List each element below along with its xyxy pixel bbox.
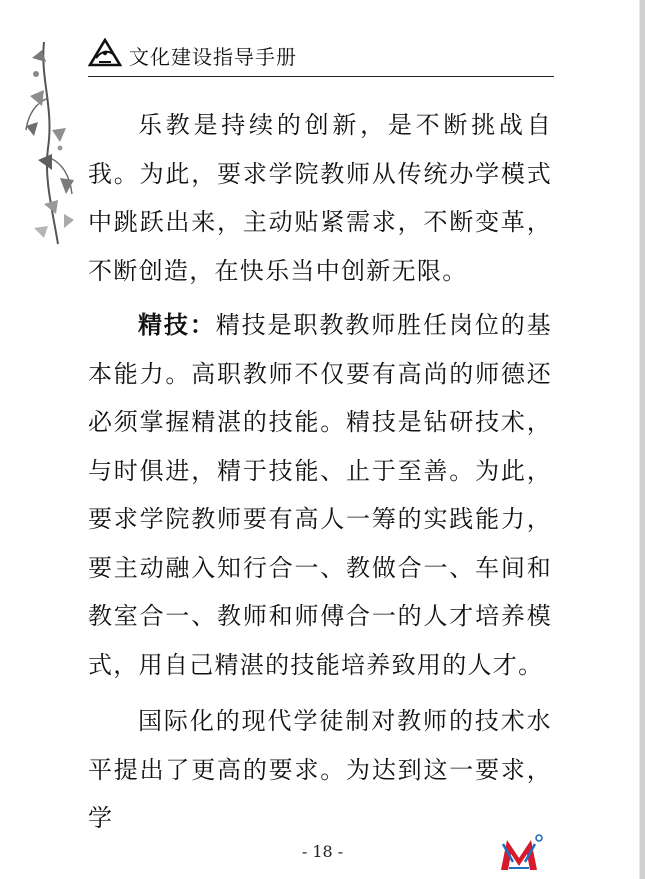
m-logo-icon [497, 832, 545, 874]
running-header-title: 文化建设指导手册 [129, 45, 297, 69]
vine-decoration-icon [14, 38, 84, 248]
body-text [88, 101, 552, 847]
paragraph-text: 乐教是持续的创新，是不断挑战自我。为此，要求学院教师从传统办学模式中跳跃出来，主动贴紧需求，不断变革，不断创造，在快乐当中创新无限。 [88, 111, 552, 285]
paragraph [88, 101, 552, 295]
paragraph [88, 697, 552, 843]
page-number: - 18 - [301, 842, 344, 861]
paragraph-text: 精技是职教教师胜任岗位的基本能力。高职教师不仅要有高尚的师德还必须掌握精湛的技能。精技是钻研技术，与时俱进，精于技能、止于至善。为此，要求学院教师要有高人一筹的实践能力，要主动融入知行合一、教做合一、车间和教室合一、教师和师傅合一的人才培养模式，用自己精湛的技能培养致用的人才。 [88, 311, 552, 679]
triangle-emblem-icon [88, 38, 122, 68]
paragraph-text: 国际化的现代学徒制对教师的技术水平提出了更高的要求。为达到这一要求，学 [88, 707, 552, 832]
page-edge [640, 0, 645, 879]
paragraph [88, 301, 552, 689]
header-rule [88, 76, 554, 77]
paragraph-lead: 精技： [138, 310, 216, 339]
